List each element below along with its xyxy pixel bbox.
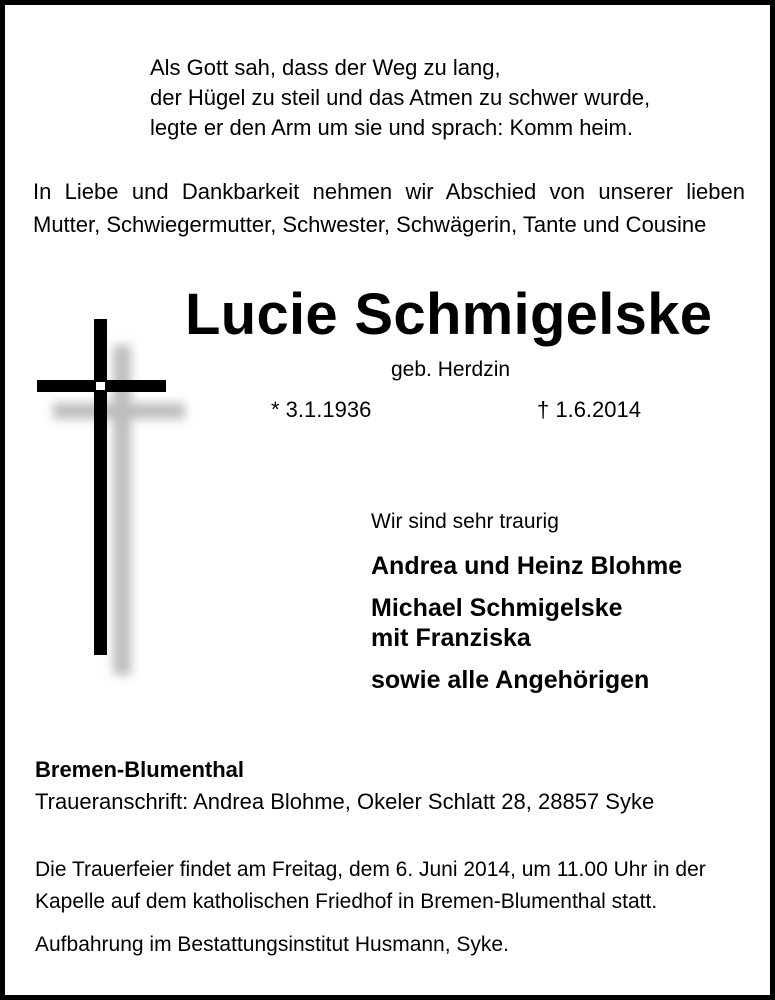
maiden-name: geb. Herdzin: [391, 358, 511, 381]
deceased-name: Lucie Schmigelske: [185, 282, 713, 347]
poem-line: legte er den Arm um sie und sprach: Komm heim.: [150, 115, 633, 140]
service-line: Kapelle auf dem katholischen Friedhof in Bremen-Blumenthal statt.: [35, 890, 658, 913]
death-date: † 1.6.2014: [537, 397, 641, 422]
poem-line: der Hügel zu steil und das Atmen zu schwer wurde,: [150, 85, 651, 110]
mourner-name: Andrea und Heinz Blohme: [371, 552, 683, 580]
intro-line: In Liebe und Dankbarkeit nehmen wir Abschied von unserer lieben: [33, 179, 745, 204]
mourners-list: [371, 551, 682, 695]
poem: [150, 53, 650, 143]
mourning-statement: Wir sind sehr traurig: [371, 510, 559, 533]
mourner-name: sowie alle Angehörigen: [371, 666, 650, 694]
service-line: Die Trauerfeier findet am Freitag, dem 6. Juni 2014, um 11.00 Uhr in der: [35, 858, 706, 881]
mourner-name: mit Franziska: [371, 624, 531, 652]
birth-date: * 3.1.1936: [271, 397, 372, 422]
cross-shadow: [53, 345, 185, 675]
cross-icon: [33, 315, 193, 685]
intro-line: Mutter, Schwiegermutter, Schwester, Schwägerin, Tante und Cousine: [33, 212, 707, 237]
viewing-info: Aufbahrung im Bestattungsinstitut Husmann, Syke.: [35, 933, 509, 956]
intro-text: [33, 175, 745, 241]
mourning-address: Traueranschrift: Andrea Blohme, Okeler Schlatt 28, 28857 Syke: [35, 789, 655, 814]
cross-shape: [37, 319, 166, 655]
city: Bremen-Blumenthal: [35, 757, 245, 782]
mourner-name: Michael Schmigelske: [371, 594, 623, 622]
poem-line: Als Gott sah, dass der Weg zu lang,: [150, 55, 501, 80]
funeral-service: [35, 854, 706, 918]
